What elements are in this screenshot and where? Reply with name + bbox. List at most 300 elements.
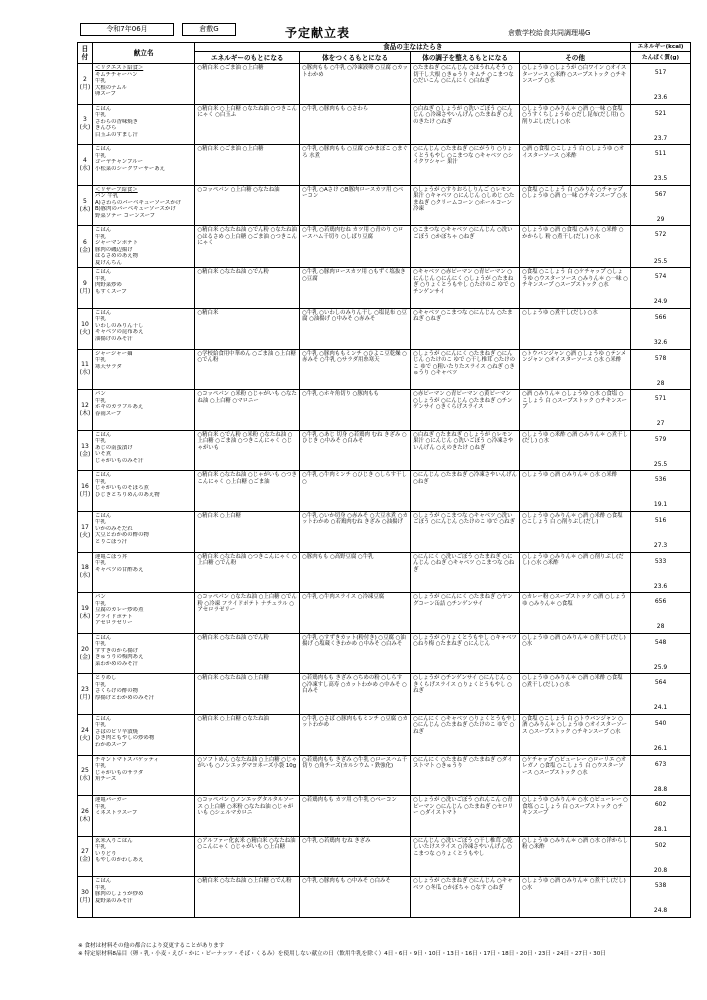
day-of-week: (水) (79, 164, 91, 172)
other-cell: ○しょうゆ ○酒 ○みりん＊ ○煮干し(だし) ○水 (520, 633, 631, 674)
other-cell: ○ケチャップ ○ピューレー ○ローリエ ○オレガノ ○食塩 ○こしょう 白 ○ウスターソース ○スープストック ○水 (520, 755, 631, 796)
table-row (78, 390, 691, 431)
menu-item: 牛乳 (94, 844, 106, 851)
nutrition-cell (631, 877, 691, 918)
day-of-week: (月) (79, 491, 91, 499)
date-cell (78, 593, 93, 634)
menu-item: ごはん (94, 472, 112, 479)
date-cell (78, 226, 93, 268)
menu-item: 牛乳 (94, 519, 106, 526)
energy-cell: ○精白米 (195, 308, 300, 349)
body-cell: ○牛乳 ○Aさけ ○B豚肉ロースカツ用 ○ベーコン (300, 185, 411, 226)
menu-item: 玄米入りごはん (94, 837, 133, 844)
protein-header: たんぱく質(g) (631, 52, 691, 64)
protein-value: 23.6 (653, 582, 668, 590)
menu-item: 卵スープ (94, 91, 116, 97)
footnotes (78, 942, 606, 958)
day-number: 26 (81, 807, 89, 815)
protein-value: 24.8 (653, 907, 668, 915)
kcal-value: 564 (654, 679, 667, 687)
protein-value: 28.1 (653, 826, 668, 834)
kcal-value: 571 (654, 395, 667, 403)
menu-item: B)豚肉のバーベキューソースかけ (94, 206, 176, 213)
menu-item: きゅうりの梅肉あえ (94, 654, 144, 661)
energy-cell: ○精白米 ○なたね油 ○つきこんにゃく ○上白糖 ○でん粉 (195, 552, 300, 593)
date-cell (78, 552, 93, 593)
menu-item: いわしのみりん干し (94, 322, 144, 329)
day-number: 12 (81, 401, 89, 409)
menu-item: 牛乳 (94, 560, 106, 567)
other-cell: ○しょうゆ ○みりん＊ ○酒 ○米酢 ○食塩 ○煮干し(だし) ○水 (520, 674, 631, 715)
table-row (78, 714, 691, 755)
menu-item: じゃがいものそぼろ煮 (94, 485, 149, 492)
nutrition-cell (631, 633, 691, 674)
body-cell: ○牛乳 ○牛肉スライス ○冷凍豆腐 (300, 593, 411, 634)
menu-item: 牛乳 (94, 152, 106, 159)
energy-cell: ○精白米 ○なたね油 ○上白糖 (195, 674, 300, 715)
body-cell: ○牛乳 ○ホキ角切り ○豚肉もも (300, 390, 411, 431)
kcal-value: 567 (654, 190, 667, 198)
nutrition-cell (631, 268, 691, 309)
menu-item: ＜リクエスト給食＞ (94, 65, 144, 71)
kcal-value: 521 (654, 109, 667, 117)
menu-name-cell (92, 552, 195, 593)
energy-cell: ○コッペパン ○上白糖 ○なたね油 (195, 185, 300, 226)
body-cell: ○牛乳 ○あじ 切身 ○若鶏肉 むね きざみ ○ひじき ○中みそ ○白みそ (300, 430, 411, 471)
menu-item: 牛乳 (94, 316, 106, 323)
menu-item: 牛乳 (94, 641, 106, 648)
day-of-week: (金) (79, 856, 91, 864)
regulate-cell: ○しょうが ○こまつな ○キャベツ ○洗いごぼう ○にんじん ○たけのこ ゆで ○ねぎ (411, 511, 520, 552)
menu-item: もずくスープ (94, 288, 127, 295)
other-cell: ○しょうゆ ○みりん＊ ○酒 ○一味 ○食塩 ○うすくちしょうゆ ○だし昆布(だし用) ○削りぶし(だし) ○水 (520, 104, 631, 145)
menu-item: パン (94, 594, 106, 601)
menu-item: ジャーマンポテト (94, 240, 138, 247)
menu-item: 角チーズ (94, 776, 117, 782)
other-cell: ○しょうゆ ○みりん＊ ○酒 ○削りぶし(だし) ○水 ○米酢 (520, 552, 631, 593)
body-cell: ○牛乳 ○いわしのみりん干し ○塩昆布 ○豆腐 ○油揚げ ○中みそ ○赤みそ (300, 308, 411, 349)
page-title: 予定献立表 (285, 26, 351, 40)
protein-value: 28 (656, 379, 665, 387)
body-cell: ○牛乳 ○豚肉ももミンチ ○ひよこ豆乾燥 ○赤みそ ○牛乳 ○サラダ用糸寒天 (300, 349, 411, 390)
menu-item: ごはん (94, 512, 112, 519)
kcal-value: 536 (654, 476, 667, 484)
menu-name-cell (92, 64, 195, 105)
nutrition-cell (631, 185, 691, 226)
menu-item: 豆腐のカレー炒め煮 (94, 607, 144, 614)
nutrition-cell (631, 836, 691, 877)
regulate-cell: ○にんじん ○たまねぎ ○冷凍さやいんげん ○ねぎ (411, 471, 520, 512)
day-of-week: (火) (79, 328, 91, 336)
other-cell: ○しょうゆ ○みりん＊ ○水 ○ピューレー ○食塩 ○こしょう 白 ○スープストック ○チキンスープ (520, 796, 631, 837)
day-of-week: (水) (79, 572, 91, 580)
table-row (78, 430, 691, 471)
day-of-week: (火) (79, 124, 91, 132)
menu-item: ジャージャー麺 (94, 350, 133, 357)
menu-type-box: 倉敷G (182, 23, 236, 36)
menu-name-cell (92, 714, 195, 755)
menu-item: 牛乳 (94, 112, 106, 119)
protein-value: 28 (656, 623, 665, 631)
protein-value: 24.9 (653, 298, 668, 306)
menu-table (77, 42, 691, 918)
regulate-cell: ○しょうが ○にんにく ○たまねぎ ○にんじん ○たけのこ ゆで ○干し椎茸 ○たけのこ ゆで ○粗いたりたスライス ○ねぎ ○きゅうり ○キャベツ (411, 349, 520, 390)
menu-item: とりめし (94, 675, 117, 682)
menu-item: ゴーヤチャンプルー (94, 159, 144, 166)
menu-item: ごはん (94, 269, 112, 276)
energy-cell: ○アルファー化玄米 ○精白米 ○なたね油 ○こんにゃく ○じゃがいも ○上白糖 (195, 836, 300, 877)
menu-item: いそ煮 (94, 451, 112, 458)
regulate-cell: ○しょうが ○りょくとうもやし ○キャベツ ○ねり梅 ○たまねぎ ○にんじん (411, 633, 520, 674)
date-cell (78, 185, 93, 226)
menu-name-cell (92, 390, 195, 431)
regulate-cell: ○にんじん ○たまねぎ ○にがうり ○りょくとうもやし ○こまつな ○キャベツ ○シイクワシャー 果汁 (411, 145, 520, 186)
table-row (78, 552, 691, 593)
menu-item: A)さわらのバーベキューソースかけ (94, 199, 182, 206)
regulate-cell: ○キャベツ ○こまつな ○にんじん ○たまねぎ ○ねぎ (411, 308, 520, 349)
other-cell: ○酒 ○みりん＊ ○しょうゆ ○水 ○食塩 ○こしょう 白 ○スープストック ○チキンスープ (520, 390, 631, 431)
date-cell (78, 674, 93, 715)
body-cell: ○牛乳 ○さば ○豚肉ももミンチ ○豆腐 ○カットわかめ (300, 714, 411, 755)
menu-item: 牛乳 (94, 478, 106, 485)
nutrition-cell (631, 226, 691, 268)
day-of-week: (木) (79, 612, 91, 620)
other-cell: ○しょうゆ ○しょうが ○白ワイン ○オイスターソース ○米酢 ○スープストック ○チキンスープ ○水 (520, 64, 631, 105)
day-of-week: (月) (79, 897, 91, 905)
menu-item: さわらの香味焼き (94, 118, 139, 125)
kcal-value: 548 (654, 638, 667, 646)
table-row (78, 64, 691, 105)
other-cell: ○食塩 ○こしょう 白 ○トウバンジャン ○酒 ○みりん＊ ○しょうゆ ○オイスターソース ○スープストック ○チキンスープ ○水 (520, 714, 631, 755)
nutrition-cell (631, 755, 691, 796)
regulate-cell: ○しょうが ○洗いごぼう ○れんこん ○青ピーマン ○にんじん ○たまねぎ ○セロリー ○ダイストマト (411, 796, 520, 837)
table-row (78, 796, 691, 837)
day-number: 30 (81, 889, 89, 897)
menu-item: 寒天サラダ (94, 363, 122, 370)
menu-item: 夏けんちん (94, 259, 122, 266)
protein-value: 27 (656, 420, 665, 428)
protein-value: 25.9 (653, 663, 668, 671)
nutrition-cell (631, 390, 691, 431)
day-of-week: (金) (79, 450, 91, 458)
menu-item: きんぴら (94, 125, 117, 132)
menu-item: ひき肉ともやしの炒め物 (94, 735, 155, 742)
energy-cell: ○ソフトめん ○なたね油 ○上白糖 ○じゃがいも ○ノンエッグマヨネーズ小袋 10g (195, 755, 300, 796)
menu-item: 牛乳 (94, 763, 106, 769)
day-of-week: (火) (79, 734, 91, 742)
energy-cell: ○精白米 ○でん粉 ○米粉 ○なたね油 ○上白糖 ○ごま油 ○つきこんにゃく ○じゃがいも (195, 430, 300, 471)
menu-item: 牛乳 (94, 233, 106, 240)
protein-value: 23.7 (653, 134, 668, 142)
date-cell (78, 349, 93, 390)
menu-item: 菜わかめのみそ汁 (94, 660, 139, 667)
day-number: 24 (81, 726, 89, 734)
energy-cell: ○学校給食用中華めん ○ごま油 ○上白糖 ○でん粉 (195, 349, 300, 390)
energy-cell: ○コッペパン ○ノンエッグタルタルソース ○上白糖 ○米粉 ○なたね油 ○じゃがいも ○シェルマカロニ (195, 796, 300, 837)
day-number: 25 (81, 767, 89, 775)
kcal-value: 511 (654, 150, 667, 158)
other-cell: ○しょうゆ ○酒 ○みりん＊ ○煮干し(だし) ○水 (520, 877, 631, 918)
energy-cell: ○コッペパン ○なたね油 ○上白糖 ○でん粉 ○冷凍 フライドポテト ナチュラル ○アセロラゼリー (195, 593, 300, 634)
menu-item: ごはん (94, 105, 112, 112)
menu-item: すずきのから揚げ (94, 647, 139, 654)
nutrition-cell (631, 511, 691, 552)
menu-item: フライドポテト (94, 613, 133, 620)
menu-item: 牛乳 (94, 357, 106, 364)
menu-item: ミネストラスープ (94, 810, 138, 817)
table-row (78, 268, 691, 309)
kcal-value: 533 (654, 557, 667, 565)
other-cell: ○しょうゆ ○煮干し(だし) ○水 (520, 308, 631, 349)
menu-item: いかのみそだれ (94, 525, 133, 532)
energy-cell: ○精白米 ○上白糖 (195, 511, 300, 552)
day-number: 13 (81, 442, 89, 450)
energy-cell: ○精白米 ○なたね油 ○上白糖 ○でん粉 (195, 877, 300, 918)
regulate-cell: ○しょうが ○にんにく ○たまねぎ ○ヤングコーン缶詰 ○チンゲンサイ (411, 593, 520, 634)
menu-item: ＜リザーブ給食＞ (94, 186, 138, 193)
nutrition-cell (631, 552, 691, 593)
regulate-cell: ○にんにく ○キャベツ ○りょくとうもやし ○にんじん ○たまねぎ ○たけのこ ゆで ○ねぎ (411, 714, 520, 755)
body-cell: ○牛乳 ○いか切身 ○赤みそ ○大豆水煮 ○カットわかめ ○若鶏肉むね きざみ ○油揚げ (300, 511, 411, 552)
menu-item: 肉野菜炒め (94, 282, 122, 289)
nutrition-cell (631, 714, 691, 755)
table-row (78, 185, 691, 226)
menu-name-cell (92, 308, 195, 349)
menu-item: 牛乳 (94, 681, 106, 688)
menu-item: 小松菜のシークワーサーあえ (94, 165, 166, 172)
menu-item: 牛乳 (94, 722, 106, 729)
energy-cell: ○精白米 ○なたね油 ○でん粉 (195, 633, 300, 674)
table-row (78, 674, 691, 715)
kcal-value: 516 (654, 516, 667, 524)
menu-rows (78, 64, 691, 918)
body-cell: ○牛乳 ○豚肉もも ○豆腐 ○かまぼこ ○まぐろ 水煮 (300, 145, 411, 186)
menu-item: 厚揚げとわかめのみそ汁 (94, 694, 155, 701)
menu-item: あじの南蛮漬け (94, 444, 133, 451)
menu-item: 運亀ごぼう丼 (94, 553, 128, 560)
menu-name-cell (92, 268, 195, 309)
protein-value: 29 (656, 215, 665, 223)
menu-item: ごはん (94, 227, 112, 234)
menu-item: 牛乳 (94, 275, 106, 282)
protein-value: 25.5 (653, 257, 668, 265)
menu-name-cell (92, 104, 195, 145)
table-row (78, 349, 691, 390)
date-cell (78, 308, 93, 349)
menu-item: ひじきとちりめんのあえ物 (94, 491, 160, 498)
menu-item: 牛乳 (94, 397, 106, 404)
menu-name-header: 献立名 (92, 43, 195, 64)
regulate-cell: ○にんじん ○洗いごぼう ○干し椎茸 ○乾しいたけスライス ○冷凍さやいんげん ○こまつな ○りょくとうもやし (411, 836, 520, 877)
date-header: 日付 (78, 43, 93, 64)
day-of-week: (木) (79, 205, 91, 213)
body-cell: ○豚肉もも ○高野豆腐 ○牛乳 (300, 552, 411, 593)
menu-item: 牛乳 (94, 600, 106, 607)
nutrition-cell (631, 471, 691, 512)
day-of-week: (月) (79, 83, 91, 91)
other-cell: ○しょうゆ ○酒 ○みりん＊ ○水 ○米酢 (520, 471, 631, 512)
menu-item: じゃがいものサラダ (94, 769, 144, 776)
day-number: 11 (81, 361, 89, 369)
menu-item: とりごぼう汁 (94, 538, 128, 545)
date-cell (78, 796, 93, 837)
menu-item: もやしのかわしあえ (94, 857, 144, 864)
menu-item: 牛乳 (94, 803, 106, 810)
other-cell: ○しょうゆ ○みりん＊ ○酒 ○米酢 ○食塩 ○こしょう 白 ○削りぶし(だし) (520, 511, 631, 552)
table-row (78, 471, 691, 512)
protein-value: 20.8 (653, 866, 668, 874)
day-number: 5 (83, 197, 87, 205)
nutrition-cell (631, 349, 691, 390)
menu-name-cell (92, 877, 195, 918)
energy-cell: ○精白米 ○なたね油 ○でん粉 (195, 268, 300, 309)
menu-item: 牛乳 (94, 438, 106, 445)
body-cell: ○牛乳 ○すずきカット(粉付き) ○豆腐 ○油揚げ ○塩蔵くきわかめ ○中みそ ○白みそ (300, 633, 411, 674)
energy-cell: ○精白米 ○ごま油 ○上白糖 (195, 145, 300, 186)
protein-value: 23.5 (653, 175, 668, 183)
regulate-cell: ○しょうが ○すりおろしりんご ○レモン 果汁 ○キャベツ ○にんじん ○しめじ ○たまねぎ ○クリームコーン ○ホールコーン 冷凍 (411, 185, 520, 226)
table-row (78, 226, 691, 268)
other-cell: ○しょうゆ ○酒 ○食塩 ○みりん ○米酢 ○かからし 粉 ○煮干し(だし) ○水 (520, 226, 631, 268)
menu-item: 白玉ふのすまし汁 (94, 131, 139, 138)
body-cell: ○牛乳 ○牛肉ミンチ ○ひじき ○しらす干し ○ (300, 471, 411, 512)
table-row (78, 104, 691, 145)
menu-item: キャベツの昆布あえ (94, 329, 144, 336)
body-cell: ○若鶏肉もも きざみ ○牛乳 ○ロースハム千切り ○角チーズ(カルシウム・鉄強化) (300, 755, 411, 796)
regulate-cell: ○キャベツ ○赤ピーマン ○青ピーマン ○にんじん ○にんにく ○しょうが ○たまねぎ ○りょくとうもやし ○たけのこ ゆで ○チンゲンサイ (411, 268, 520, 309)
kcal-value: 540 (654, 719, 667, 727)
regulate-cell: ○しょうが ○チンゲンサイ ○にんじん ○きくらげスライス ○りょくとうもやし ○ねぎ (411, 674, 520, 715)
body-cell: ○牛乳 ○豚肉ロースカツ用 ○もずく塩抜き ○豆腐 (300, 268, 411, 309)
menu-item: キムチチャーハン (94, 71, 138, 78)
protein-value: 19.1 (653, 501, 668, 509)
menu-name-cell (92, 226, 195, 268)
day-of-week: (木) (79, 815, 91, 823)
day-of-week: (金) (79, 653, 91, 661)
body-cell: ○若鶏肉もも きざみ ○ちめの粉 ○しらす ○冷凍すし高寿 ○カットわかめ ○中みそ ○白みそ (300, 674, 411, 715)
day-number: 23 (81, 686, 89, 694)
body-header: 体をつくるもとになる (300, 52, 411, 64)
date-cell (78, 511, 93, 552)
menu-name-cell (92, 471, 195, 512)
menu-item: ごはん (94, 634, 112, 641)
protein-value: 24.1 (653, 704, 668, 712)
menu-item: 運亀バーガー (94, 797, 128, 804)
date-cell (78, 877, 93, 918)
other-cell: ○食塩 ○こしょう 白 ○みりん ○チャップ ○しょうゆ ○酒 ○一味 ○チキンスープ ○水 (520, 185, 631, 226)
day-of-week: (水) (79, 775, 91, 783)
energy-cell: ○コッペパン ○米粉 ○じゃがいも ○なたね油 ○上白糖 ○マロニー (195, 390, 300, 431)
menu-name-cell (92, 633, 195, 674)
regulate-cell: ○たまねぎ ○にんじん ○ほうれんそう ○切干し大根 ○きゅうり キムチ ○こまつな ○だいこん ○にんにく ○白ねぎ (411, 64, 520, 105)
regulate-cell: ○にんにく ○洗いごぼう ○たまねぎ ○にんじん ○ねぎ ○キャベツ ○こまつな ○ねぎ (411, 552, 520, 593)
menu-item: 夏野菜のみそ汁 (94, 897, 133, 904)
day-number: 27 (81, 848, 89, 856)
energy-cell: ○精白米 ○なたね油 ○でん粉 ○なたね油 ○はるさめ ○上白糖 ○ごま油 ○つきこんにゃく (195, 226, 300, 268)
menu-name-cell (92, 145, 195, 186)
other-cell: ○食塩 ○こしょう 白 ○ケチャップ ○しょうゆ ○ウスターソース ○みりん＊ ○一味 ○チキンスープ ○スープストック ○水 (520, 268, 631, 309)
nutrition-cell (631, 104, 691, 145)
menu-item: さばのピリ辛漬焼 (94, 728, 139, 735)
menu-item: 豚肉の磯辺揚げ (94, 246, 133, 253)
day-number: 10 (81, 320, 89, 328)
protein-value: 25.5 (653, 460, 668, 468)
day-number: 16 (81, 483, 89, 491)
day-number: 6 (83, 238, 87, 246)
energy-cell: ○精白米 ○上白糖 ○なたね油 ○つきこんにゃく ○白玉ふ (195, 104, 300, 145)
nutrition-cell (631, 145, 691, 186)
menu-item: 春雨スープ (94, 410, 122, 417)
table-row (78, 836, 691, 877)
day-number: 19 (81, 604, 89, 612)
protein-value: 28.8 (653, 785, 668, 793)
menu-name-cell (92, 185, 195, 226)
date-cell (78, 430, 93, 471)
table-row (78, 877, 691, 918)
food-function-header: 食品の主なはたらき (195, 43, 631, 52)
menu-name-cell (92, 430, 195, 471)
date-cell (78, 836, 93, 877)
kcal-value: 572 (654, 231, 667, 239)
other-cell: ○トウバンジャン ○酒 ○しょうゆ ○テンメンジャン ○オイスターソース ○水 ○米酢 (520, 349, 631, 390)
kcal-value: 579 (654, 435, 667, 443)
menu-item: 大根のナムル (94, 84, 128, 91)
menu-item: ごはん (94, 431, 112, 438)
kcal-value: 502 (654, 841, 667, 849)
footnote: ※ 特定原材料8品目（卵・乳・小麦・えび・かに・ピーナッツ・そば・くるみ）を使用しない献立の日（飲用牛乳を除く）4日・6日・9日・10日・13日・16日・17日・18日・20日・23日・24日・27日・30日 (78, 951, 606, 957)
menu-item: パン 牛乳 (94, 193, 119, 200)
menu-item: ごはん (94, 878, 112, 885)
menu-item: 豚肉のしょうが炒め (94, 891, 144, 898)
menu-item: さくらげの酢の物 (94, 688, 139, 695)
other-cell: ○酒 ○食塩 ○こしょう 白 ○しょうゆ ○オイスターソース ○米酢 (520, 145, 631, 186)
table-row (78, 308, 691, 349)
protein-value: 27.3 (653, 542, 668, 550)
day-of-week: (月) (79, 288, 91, 296)
regulate-cell: ○白ねぎ ○しょうが ○洗いごぼう ○にんじん ○冷凍さやいんげん ○たまねぎ ○えのきたけ ○ねぎ (411, 104, 520, 145)
other-cell: ○しょうゆ ○米酢 ○酒 ○みりん＊ ○煮干し(だし) ○水 (520, 430, 631, 471)
menu-item: ごはん (94, 309, 112, 316)
body-cell: ○豚肉もも ○牛乳 ○冷凍液卵 ○豆腐 ○カットわかめ (300, 64, 411, 105)
year-month-box: 令和7年06月 (80, 23, 174, 36)
date-cell (78, 390, 93, 431)
regulate-header: 体の調子を整えるもとになる (411, 52, 520, 64)
table-row (78, 593, 691, 634)
day-number: 3 (83, 116, 87, 124)
footnote: ※ 食材は材料その他の都合により変更することがあります (78, 943, 225, 949)
date-cell (78, 755, 93, 796)
kcal-value: 602 (654, 801, 667, 809)
date-cell (78, 471, 93, 512)
kcal-header: エネルギー(kcal) (631, 43, 691, 52)
regulate-cell: ○白ねぎ ○たまねぎ ○しょうが ○レモン 果汁 ○にんじん ○洗いごぼう ○冷凍さやいんげん ○えのきたけ ○ねぎ (411, 430, 520, 471)
date-cell (78, 714, 93, 755)
regulate-cell: ○にんにく ○たまねぎ ○たまねぎ ○ダイストマト ○きゅうり (411, 755, 520, 796)
day-number: 9 (83, 280, 87, 288)
table-row (78, 511, 691, 552)
kcal-value: 574 (654, 273, 667, 281)
other-cell: ○しょうゆ ○みりん＊ ○酒 ○水 ○洋からし 粉 ○米酢 (520, 836, 631, 877)
menu-item: キャベツの甘酢あえ (94, 566, 144, 573)
body-cell: ○牛乳 ○若鶏肉むね カツ用 ○青のり ○ロースハム千切り ○しばり豆腐 (300, 226, 411, 268)
menu-name-cell (92, 836, 195, 877)
page-header (0, 0, 707, 44)
kcal-value: 517 (654, 69, 667, 76)
date-cell (78, 104, 93, 145)
energy-cell: ○精白米 ○上白糖 ○なたね油 (195, 714, 300, 755)
table-row (78, 145, 691, 186)
menu-item: パン (94, 391, 106, 398)
